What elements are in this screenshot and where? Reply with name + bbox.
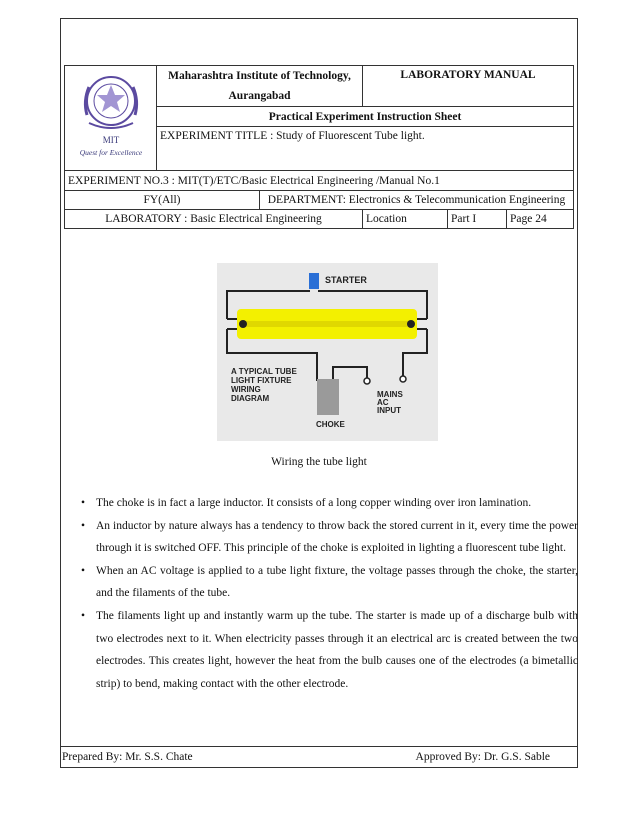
list-item: • When an AC voltage is applied to a tube light fixture, the voltage passes through the choke, the starter, and the filaments of the tube. — [78, 560, 578, 605]
list-item: • An inductor by nature always has a tendency to throw back the stored current in it, every time the power through it is switched OFF. This principle of the choke is exploited in lighting a fluorescent tube light. — [78, 515, 578, 560]
figure-caption: Wiring the tube light — [271, 456, 367, 468]
svg-text:WIRING: WIRING — [231, 385, 261, 394]
fy-cell: FY(All) — [65, 191, 260, 210]
institute-city: Aurangabad — [228, 90, 291, 102]
institute-cell — [157, 66, 363, 107]
experiment-number: EXPERIMENT NO.3 : MIT(T)/ETC/Basic Electrical Engineering /Manual No.1 — [65, 171, 574, 191]
experiment-title: EXPERIMENT TITLE : Study of Fluorescent Tube light. — [157, 127, 574, 171]
wiring-diagram-svg — [217, 263, 438, 441]
svg-text:DIAGRAM: DIAGRAM — [231, 394, 270, 403]
institute-name: Maharashtra Institute of Technology, — [168, 70, 351, 82]
list-item: • The choke is in fact a large inductor. It consists of a long copper winding over iron lamination. — [78, 492, 578, 515]
laboratory-cell: LABORATORY : Basic Electrical Engineering — [65, 210, 363, 229]
mains-terminal — [364, 378, 370, 384]
header-table — [64, 65, 574, 229]
wiring-diagram — [217, 263, 438, 441]
svg-text:CHOKE: CHOKE — [316, 420, 345, 429]
choke — [317, 379, 339, 415]
approved-by: Approved By: Dr. G.S. Sable — [415, 751, 550, 763]
svg-text:Quest for Excellence: Quest for Excellence — [79, 147, 142, 157]
svg-text:MIT: MIT — [102, 134, 119, 145]
footer — [60, 746, 578, 768]
bullet-list — [78, 492, 578, 695]
starter — [309, 273, 319, 289]
svg-text:LIGHT FIXTURE: LIGHT FIXTURE — [231, 376, 292, 385]
department-cell: DEPARTMENT: Electronics & Telecommunication Engineering — [259, 191, 573, 210]
svg-text:STARTER: STARTER — [325, 275, 367, 285]
svg-text:MAINS: MAINS — [377, 390, 403, 399]
svg-text:A TYPICAL TUBE: A TYPICAL TUBE — [231, 367, 297, 376]
logo-cell — [65, 66, 157, 171]
svg-text:INPUT: INPUT — [377, 406, 401, 415]
part-cell: Part I — [448, 210, 507, 229]
location-cell: Location — [363, 210, 448, 229]
prepared-by: Prepared By: Mr. S.S. Chate — [62, 751, 193, 763]
manual-label: LABORATORY MANUAL — [363, 66, 574, 107]
list-item: • The filaments light up and instantly warm up the tube. The starter is made up of a discharge bulb with two electrodes next to it. When electricity passes through it an electrical arc is created between the two electrodes. This creates light, however the heat from the bulb causes one of the electrodes (a bimetallic strip) to bend, making contact with the other electrode. — [78, 605, 578, 695]
svg-text:AC: AC — [377, 398, 389, 407]
sheet-title: Practical Experiment Instruction Sheet — [157, 107, 574, 127]
mit-logo-icon — [75, 71, 147, 163]
mains-terminal — [400, 376, 406, 382]
page-cell: Page 24 — [507, 210, 574, 229]
